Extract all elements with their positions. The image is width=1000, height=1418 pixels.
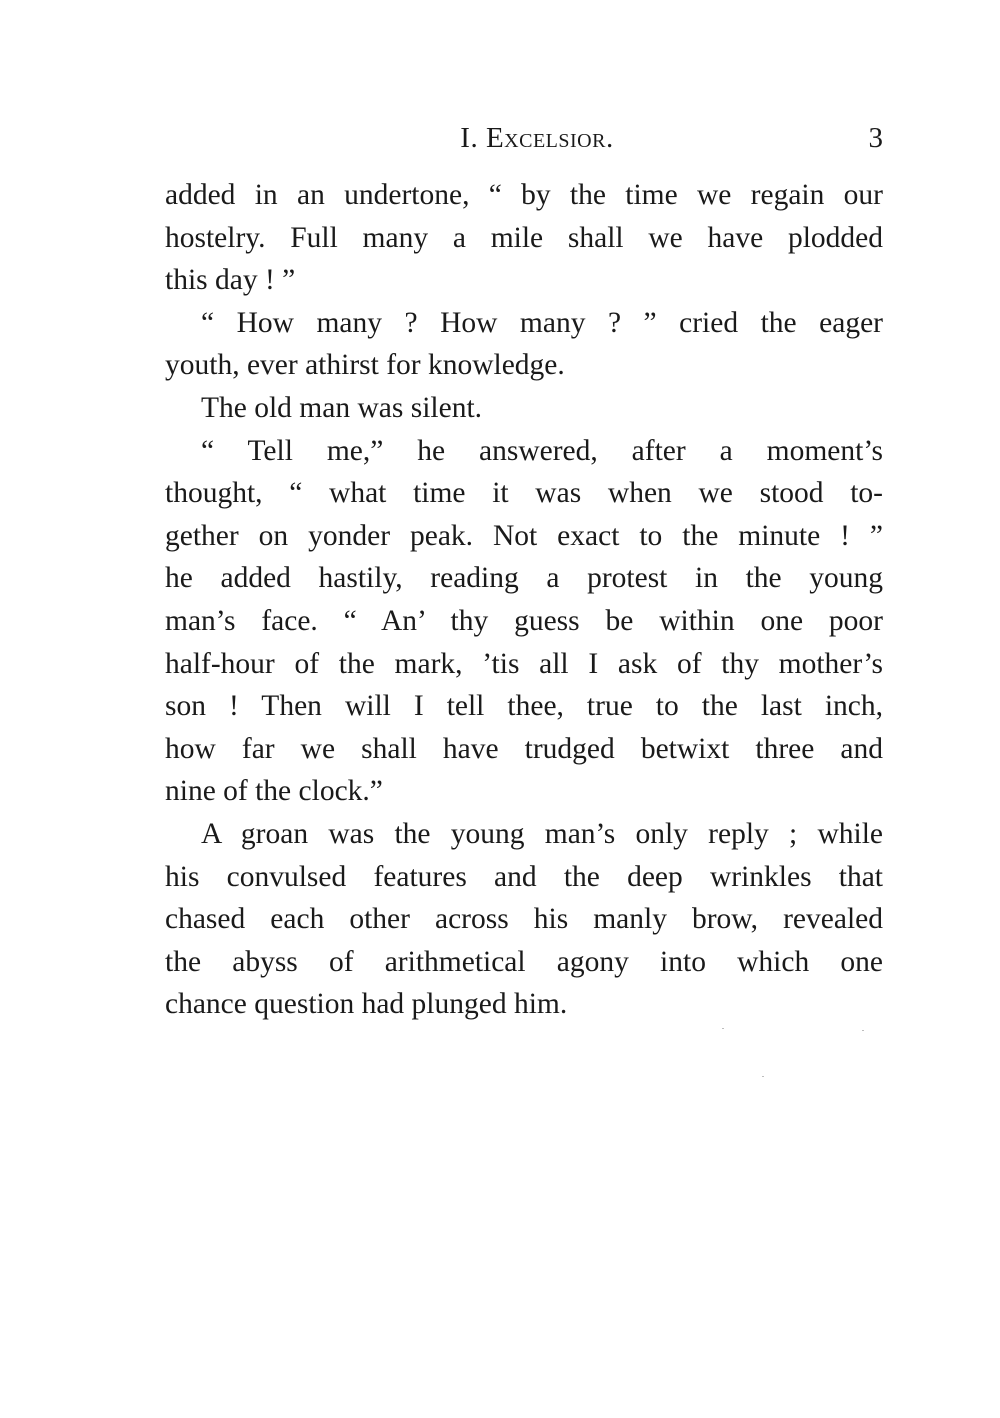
paragraph-2 bbox=[165, 302, 883, 387]
text-line: man’s face. “ An’ thy guess be within one poor bbox=[165, 604, 883, 637]
paragraph-4 bbox=[165, 430, 883, 813]
text-line: nine of the clock.” bbox=[165, 775, 383, 808]
print-speck bbox=[762, 1076, 764, 1077]
text-line: the abyss of arithmetical agony into which one bbox=[165, 945, 883, 978]
print-speck bbox=[862, 1030, 864, 1031]
page-number: 3 bbox=[868, 122, 883, 154]
text-line: half-hour of the mark, ’tis all I ask of thy mother’s bbox=[165, 647, 883, 680]
running-head bbox=[165, 118, 883, 158]
paragraph-5 bbox=[165, 813, 883, 1026]
text-line: hostelry. Full many a mile shall we have plodded bbox=[165, 221, 883, 254]
text-line: “ Tell me,” he answered, after a moment’s bbox=[201, 434, 883, 467]
text-line: chance question had plunged him. bbox=[165, 988, 568, 1021]
text-line: gether on yonder peak. Not exact to the minute ! ” bbox=[165, 519, 883, 552]
body-text bbox=[165, 174, 883, 1026]
text-line: chased each other across his manly brow, revealed bbox=[165, 903, 883, 936]
print-speck bbox=[722, 1028, 724, 1029]
text-line: this day ! ” bbox=[165, 264, 296, 297]
paragraph-3 bbox=[165, 387, 883, 430]
text-line: The old man was silent. bbox=[201, 391, 483, 424]
text-line: A groan was the young man’s only reply ; while bbox=[201, 817, 883, 850]
text-line: son ! Then will I tell thee, true to the last inch, bbox=[165, 690, 883, 723]
text-line: how far we shall have trudged betwixt three and bbox=[165, 732, 883, 765]
text-line: added in an undertone, “ by the time we regain our bbox=[165, 179, 883, 211]
chapter-title: I. Excelsior. bbox=[460, 122, 614, 154]
text-line: “ How many ? How many ? ” cried the eager bbox=[201, 306, 883, 339]
paragraph-1 bbox=[165, 174, 883, 302]
text-line: thought, “ what time it was when we stood to- bbox=[165, 477, 883, 510]
text-line: youth, ever athirst for knowledge. bbox=[165, 349, 565, 382]
text-line: he added hastily, reading a protest in the young bbox=[165, 562, 883, 595]
text-line: his convulsed features and the deep wrinkles that bbox=[165, 860, 883, 893]
